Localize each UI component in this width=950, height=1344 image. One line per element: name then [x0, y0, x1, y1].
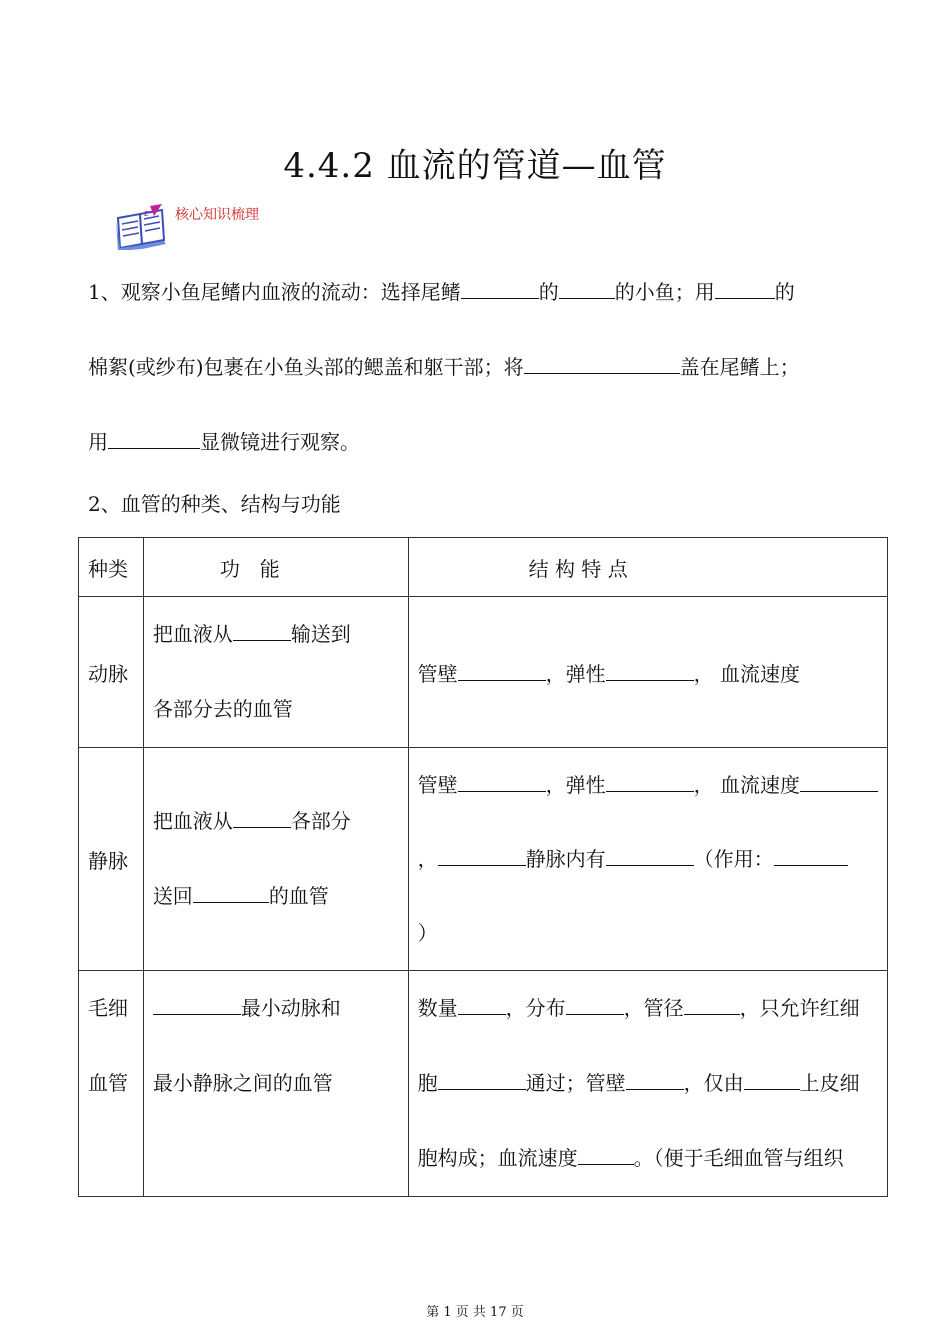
- fill-blank[interactable]: [559, 278, 615, 299]
- fill-blank[interactable]: [524, 353, 680, 374]
- fill-blank[interactable]: [578, 1144, 634, 1165]
- fill-blank[interactable]: [626, 1069, 684, 1090]
- fill-blank[interactable]: [193, 882, 269, 903]
- capillary-structure: 数量 ，分布 ，管径 ，只允许红细 胞 通过；管壁 ，仅由 上皮细 胞构成；血流速度 。（便于毛细血管与组织: [408, 971, 887, 1197]
- capillary-name: 毛细 血管: [79, 971, 144, 1197]
- paragraph-1-line-3: 用 显微镜进行观察。: [88, 430, 360, 454]
- vessel-table: [78, 537, 888, 1197]
- fill-blank[interactable]: [606, 771, 694, 792]
- paragraph-1-line-2: 棉絮(或纱布)包裹在小鱼头部的鳃盖和躯干部；将 盖在尾鳍上；: [88, 355, 800, 379]
- fill-blank[interactable]: [715, 278, 775, 299]
- paragraph-2: 2、血管的种类、结构与功能: [88, 492, 341, 516]
- fill-blank[interactable]: [458, 994, 506, 1015]
- fill-blank[interactable]: [233, 620, 291, 641]
- fill-blank[interactable]: [233, 807, 291, 828]
- paragraph-1-line-1: 1、观察小鱼尾鳍内血液的流动：选择尾鳍 的 的小鱼；用 的: [88, 280, 795, 304]
- fill-blank[interactable]: [606, 660, 694, 681]
- capillary-function: 最小动脉和 最小静脉之间的血管: [143, 971, 408, 1197]
- header-function: 功 能: [143, 538, 408, 597]
- table-row-vein: [79, 748, 888, 971]
- fill-blank[interactable]: [684, 994, 740, 1015]
- table-header-row: [79, 538, 888, 597]
- page-title: 4.4.2 血流的管道—血管: [283, 146, 667, 186]
- svg-text:z: z: [144, 209, 149, 219]
- fill-blank[interactable]: [744, 1069, 800, 1090]
- fill-blank[interactable]: [438, 1069, 526, 1090]
- fill-blank[interactable]: [566, 994, 624, 1015]
- artery-function: 把血液从 输送到 各部分去的血管: [143, 597, 408, 748]
- page-footer: 第 1 页 共 17 页: [426, 1305, 524, 1320]
- header-structure: 结 构 特 点: [408, 538, 887, 597]
- fill-blank[interactable]: [461, 278, 539, 299]
- fill-blank[interactable]: [438, 845, 526, 866]
- fill-blank[interactable]: [458, 771, 546, 792]
- fill-blank[interactable]: [153, 994, 241, 1015]
- section-label: 核心知识梳理: [175, 207, 259, 223]
- vein-name: 静脉: [79, 748, 144, 971]
- fill-blank[interactable]: [108, 428, 200, 449]
- vein-structure: 管壁 ，弹性 ， 血流速度 ， 静脉内有 （作用： ）: [408, 748, 887, 971]
- table-row-capillary: [79, 971, 888, 1197]
- artery-structure: 管壁 ，弹性 ， 血流速度: [408, 597, 887, 748]
- header-type: 种类: [79, 538, 144, 597]
- fill-blank[interactable]: [774, 845, 848, 866]
- fill-blank[interactable]: [458, 660, 546, 681]
- vein-function: 把血液从 各部分 送回 的血管: [143, 748, 408, 971]
- fill-blank[interactable]: [800, 771, 878, 792]
- artery-name: 动脉: [79, 597, 144, 748]
- table-row-artery: [79, 597, 888, 748]
- open-book-icon: [114, 204, 170, 250]
- fill-blank[interactable]: [606, 845, 694, 866]
